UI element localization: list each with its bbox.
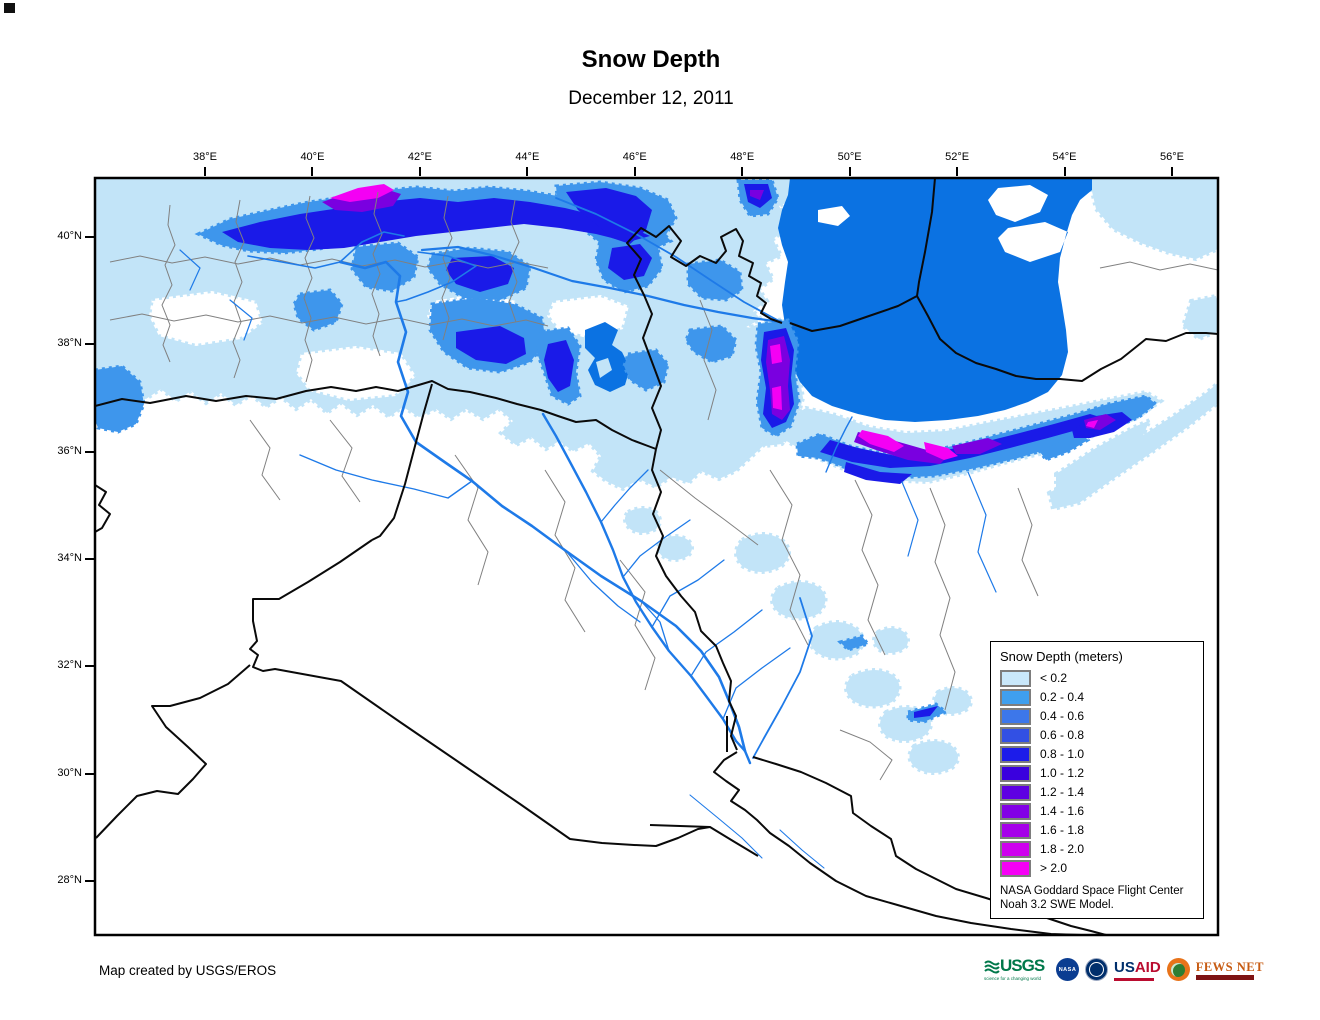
legend-swatch <box>1000 746 1031 763</box>
page-subtitle: December 12, 2011 <box>568 88 734 109</box>
fews-net-banner <box>1196 975 1254 980</box>
fews-net-logo <box>1196 960 1264 980</box>
nasa-wordmark: NASA <box>1058 966 1077 973</box>
legend-entry <box>1000 727 1194 744</box>
legend-label: 0.2 - 0.4 <box>1040 690 1085 704</box>
legend-label: 1.0 - 1.2 <box>1040 766 1085 780</box>
lon-label: 50°E <box>837 151 862 163</box>
lon-tick <box>526 167 528 176</box>
legend-label: 0.4 - 0.6 <box>1040 709 1085 723</box>
usaid-wordmark-aid: AID <box>1134 959 1161 976</box>
lat-tick <box>85 880 94 882</box>
legend-label: 1.8 - 2.0 <box>1040 842 1085 856</box>
legend-swatch <box>1000 860 1031 877</box>
legend-swatch <box>1000 689 1031 706</box>
legend-entry <box>1000 708 1194 725</box>
usaid-seal-ring <box>1089 962 1104 977</box>
lon-label: 52°E <box>945 151 970 163</box>
lon-label: 54°E <box>1052 151 1077 163</box>
usgs-wave-icon <box>984 958 1000 974</box>
legend-label: 1.6 - 1.8 <box>1040 823 1085 837</box>
lat-tick <box>85 773 94 775</box>
legend-entry <box>1000 803 1194 820</box>
usaid-logo <box>1114 959 1161 981</box>
lon-tick <box>956 167 958 176</box>
legend-swatch <box>1000 841 1031 858</box>
fews-net-globe-icon <box>1167 958 1190 981</box>
lon-label: 38°E <box>193 151 217 163</box>
legend-label: > 2.0 <box>1040 861 1068 875</box>
legend-swatch <box>1000 803 1031 820</box>
usaid-seal-icon <box>1085 958 1108 981</box>
lon-label: 46°E <box>622 151 647 163</box>
lat-label: 40°N <box>57 230 82 242</box>
lat-tick <box>85 343 94 345</box>
legend-swatch <box>1000 822 1031 839</box>
lon-tick <box>634 167 636 176</box>
lat-label: 38°N <box>57 337 82 350</box>
nasa-logo <box>1056 958 1079 981</box>
legend-entry <box>1000 860 1194 877</box>
legend-entry <box>1000 689 1194 706</box>
lon-tick <box>1171 167 1173 176</box>
legend-entry <box>1000 746 1194 763</box>
page-title: Snow Depth <box>581 46 721 73</box>
legend-entry <box>1000 841 1194 858</box>
lon-label: 42°E <box>407 151 432 163</box>
lat-tick <box>85 558 94 560</box>
lat-tick <box>85 451 94 453</box>
legend-swatch <box>1000 765 1031 782</box>
lat-tick <box>85 236 94 238</box>
lat-label: 34°N <box>57 551 82 564</box>
usaid-wordmark-us: US <box>1114 959 1135 976</box>
legend-entry <box>1000 670 1194 687</box>
usaid-tagline-bar <box>1114 978 1154 981</box>
map-legend <box>990 641 1204 919</box>
lon-tick <box>204 167 206 176</box>
lat-label: 32°N <box>57 659 82 672</box>
legend-swatch <box>1000 727 1031 744</box>
legend-swatch <box>1000 784 1031 801</box>
legend-swatch <box>1000 708 1031 725</box>
legend-footer-line1: NASA Goddard Space Flight Center <box>1000 885 1184 897</box>
lat-label: 36°N <box>57 444 82 457</box>
globe-icon <box>1171 963 1185 977</box>
legend-label: 0.6 - 0.8 <box>1040 728 1085 742</box>
usgs-logo <box>984 956 1050 981</box>
lon-tick <box>1064 167 1066 176</box>
lat-label: 30°N <box>57 766 82 779</box>
legend-label: 1.2 - 1.4 <box>1040 785 1085 799</box>
logo-strip <box>984 956 1270 998</box>
lon-tick <box>849 167 851 176</box>
lat-label: 28°N <box>57 873 82 886</box>
fews-net-wordmark: FEWS NET <box>1195 960 1264 974</box>
legend-footer-line2: Noah 3.2 SWE Model. <box>1000 899 1114 911</box>
lon-label: 56°E <box>1159 151 1184 163</box>
usgs-tagline: science for a changing world <box>984 976 1042 981</box>
lon-label: 48°E <box>730 151 755 163</box>
lon-tick <box>419 167 421 176</box>
legend-label: < 0.2 <box>1040 671 1068 685</box>
legend-entry <box>1000 822 1194 839</box>
lon-tick <box>741 167 743 176</box>
lon-tick <box>311 167 313 176</box>
lat-tick <box>85 665 94 667</box>
legend-title: Snow Depth (meters) <box>1000 649 1123 664</box>
lon-label: 44°E <box>515 151 540 163</box>
legend-label: 0.8 - 1.0 <box>1040 747 1085 761</box>
usgs-wordmark: USGS <box>1000 956 1045 975</box>
credit-text: Map created by USGS/EROS <box>99 963 277 978</box>
legend-entry <box>1000 784 1194 801</box>
legend-swatch <box>1000 670 1031 687</box>
legend-label: 1.4 - 1.6 <box>1040 804 1085 818</box>
legend-rows <box>1000 670 1194 877</box>
lon-label: 40°E <box>300 151 325 163</box>
legend-entry <box>1000 765 1194 782</box>
